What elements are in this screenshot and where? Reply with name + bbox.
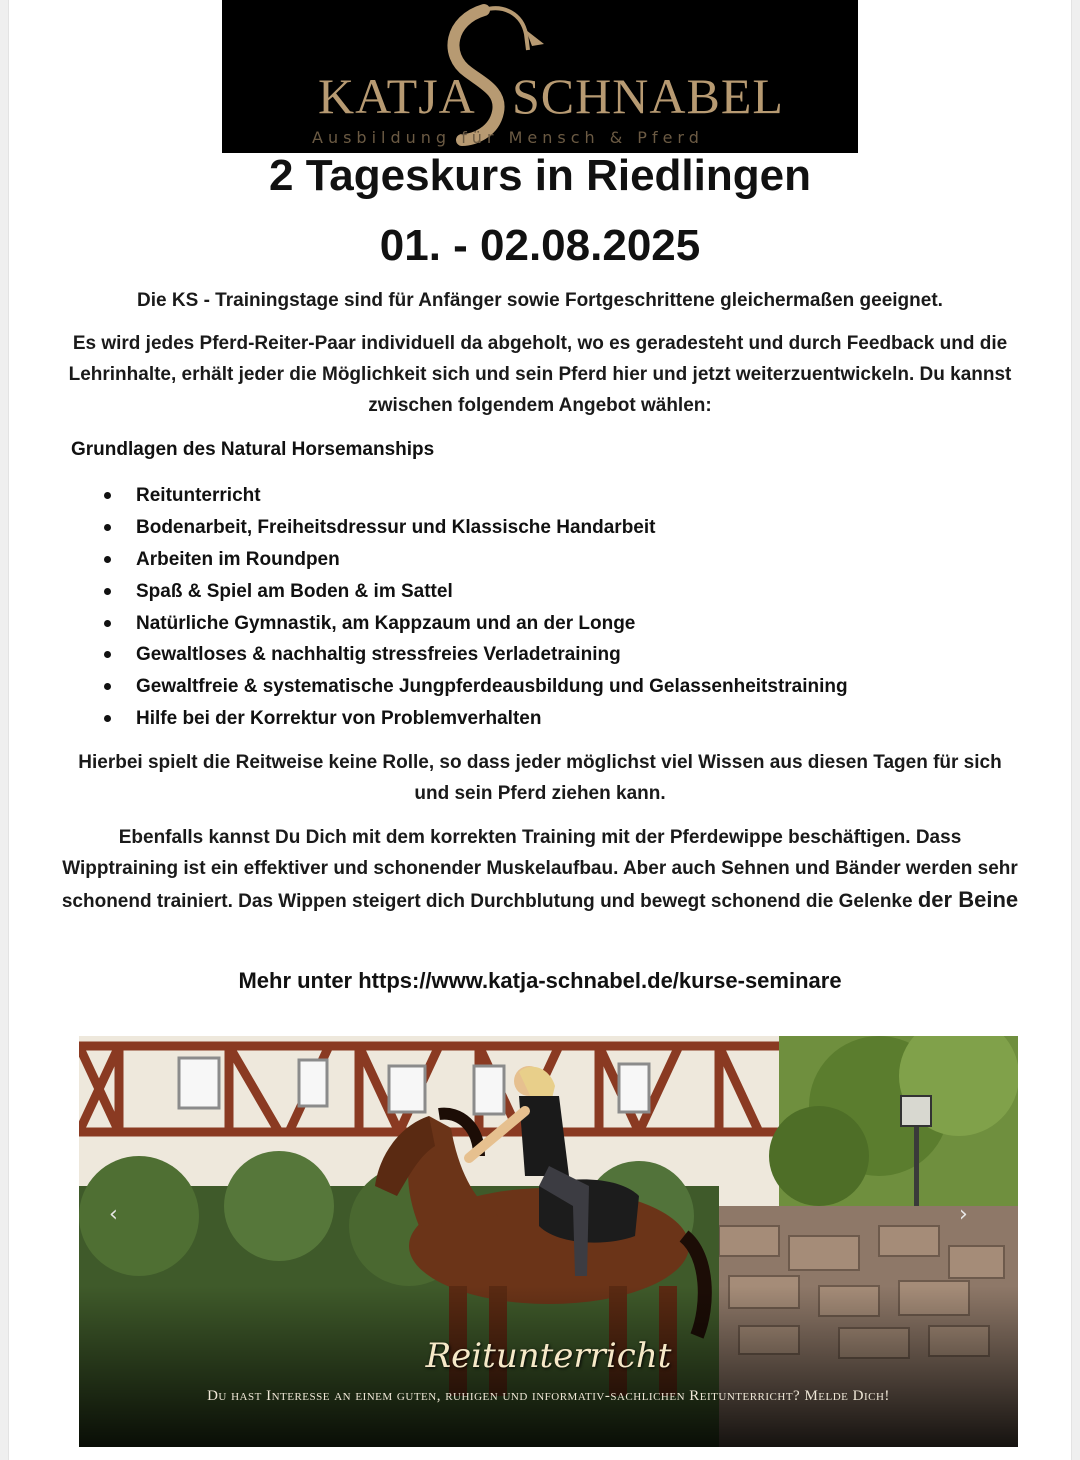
more-info-link[interactable]: Mehr unter https://www.katja-schnabel.de/kurse-seminare [238, 968, 842, 993]
riding-photo [79, 1036, 1018, 1447]
list-item [100, 608, 848, 640]
list-item-label: Gewaltloses & nachhaltig stressfreies Verladetraining [136, 644, 621, 666]
list-item [100, 576, 848, 608]
list-item-label: Arbeiten im Roundpen [136, 548, 340, 570]
offer-heading: Grundlagen des Natural Horsemanships [71, 439, 435, 460]
list-item-label: Reitunterricht [136, 485, 261, 506]
bullet-icon [104, 620, 111, 627]
logo-name-left: KATJA [318, 68, 476, 124]
list-item [100, 480, 848, 512]
list-item [100, 671, 848, 703]
logo-name-right: SCHNABEL [512, 68, 784, 124]
page-title: 2 Tageskurs in Riedlingen [269, 151, 811, 200]
riding-style-paragraph: Hierbei spielt die Reitweise keine Rolle, so dass jeder möglichst viel Wissen aus diesen Tagen für sich und sein Pferd ziehen kann. [78, 752, 1002, 804]
list-item [100, 512, 848, 544]
bullet-icon [104, 524, 111, 531]
list-item [100, 703, 848, 735]
list-item-label: Spaß & Spiel am Boden & im Sattel [136, 580, 453, 602]
bullet-icon [104, 492, 111, 499]
list-item-label: Hilfe bei der Korrektur von Problemverhalten [136, 708, 542, 730]
list-item [100, 639, 848, 671]
carousel-next-icon[interactable]: › [959, 1202, 968, 1227]
photo-caption: Reitunterricht [425, 1336, 672, 1376]
bullet-icon [104, 588, 111, 595]
list-item-label: Natürliche Gymnastik, am Kappzaum und an der Longe [136, 612, 636, 634]
seesaw-text-end: der Beine [917, 887, 1019, 912]
bullet-icon [104, 651, 111, 658]
page-border-left [0, 0, 9, 1460]
photo-scene [79, 1036, 1018, 1447]
seesaw-text: Ebenfalls kannst Du Dich mit dem korrekten Training mit der Pferdewippe beschäftigen. Dass Wipptraining ist ein effektiver und schonender Muskelaufbau. Aber auch Sehnen und Bänder werden sehr schonend trainiert. Das Wippen steigert dich Durchblutung und bewegt schonend die Gelenke [61, 827, 1018, 912]
list-item-label: Gewaltfreie & systematische Jungpferdeausbildung und Gelassenheitstraining [136, 676, 848, 698]
list-item-label: Bodenarbeit, Freiheitsdressur und Klassische Handarbeit [136, 516, 656, 538]
page-border-right [1071, 0, 1080, 1460]
list-item [100, 544, 848, 576]
intro-paragraph-2: Es wird jedes Pferd-Reiter-Paar individuell da abgeholt, wo es geradesteht und durch Feedback und die Lehrinhalte, erhält jeder die Möglichkeit sich und sein Pferd hier und jetzt weiterzuentwickeln. Du kannst zwischen folgendem Angebot wählen: [68, 333, 1012, 416]
course-date: 01. - 02.08.2025 [379, 221, 701, 270]
bullet-icon [104, 683, 111, 690]
intro-paragraph-1: Die KS - Trainingstage sind für Anfänger sowie Fortgeschrittene gleichermaßen geeignet. [137, 290, 943, 311]
carousel-prev-icon[interactable]: ‹ [109, 1202, 118, 1227]
offer-list [100, 480, 848, 735]
logo-banner [222, 0, 858, 153]
bullet-icon [104, 715, 111, 722]
logo-tagline: Ausbildung für Mensch & Pferd [312, 128, 704, 147]
seesaw-paragraph [60, 822, 1020, 917]
bullet-icon [104, 556, 111, 563]
photo-text: Du hast Interesse an einem guten, ruhigen und informativ-sachlichen Reitunterricht? Melde Dich! [207, 1388, 890, 1404]
